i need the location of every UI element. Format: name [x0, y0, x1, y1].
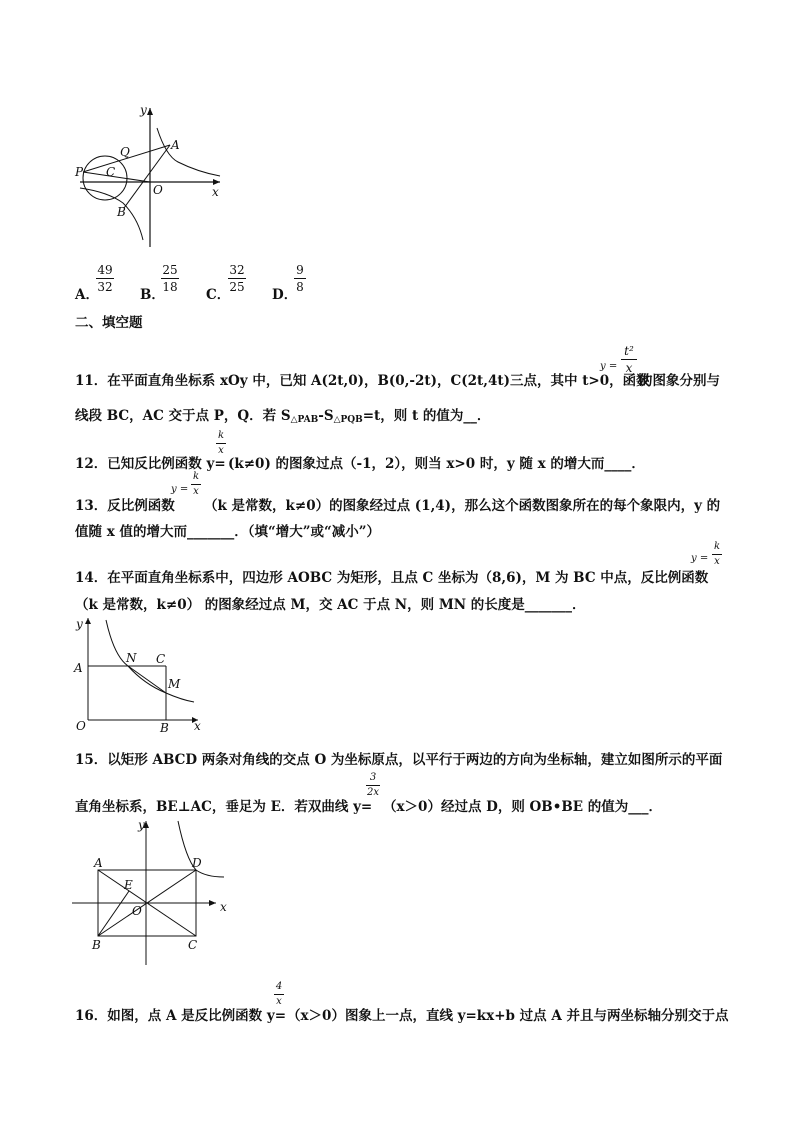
label-b: B: [117, 205, 126, 219]
option-c-label: C．: [206, 287, 231, 303]
q11-line2-c: =t，则 t 的值为__．: [362, 408, 491, 424]
q13-frac-lhs: y =: [171, 484, 189, 495]
q11-frac-den: x: [625, 361, 633, 375]
segment-ab: [124, 145, 170, 208]
label-b: B: [92, 938, 101, 952]
y-axis-arrow: [85, 618, 91, 624]
q15-line2-a: 直角坐标系，BE⊥AC，垂足为 E．若双曲线 y=: [75, 799, 373, 815]
label-c: C: [106, 165, 116, 179]
figure-q15: [68, 815, 238, 970]
label-c: C: [188, 938, 198, 952]
q15-fraction: [366, 773, 380, 798]
label-c: C: [156, 652, 166, 666]
q14-fraction: [712, 542, 722, 567]
label-o: O: [153, 183, 163, 197]
option-a-den: 32: [97, 280, 113, 294]
q14-frac-den: x: [714, 556, 720, 567]
q16-text-a: 16．如图，点 A 是反比例函数 y=: [75, 1008, 287, 1024]
hyperbola-branch-1: [157, 128, 220, 176]
q12-text-b: (k≠0) 的图象过点（-1，2），则当 x>0 时，y 随 x 的增大而____．: [228, 456, 645, 472]
q13-frac-den: x: [193, 486, 199, 497]
q14-line2: （k 是常数，k≠0） 的图象经过点 M，交 AC 于点 N，则 MN 的长度是_______．: [75, 597, 586, 613]
option-a-label: A．: [75, 287, 99, 303]
q15-line1: 15．以矩形 ABCD 两条对角线的交点 O 为坐标原点，以平行于两边的方向为坐标轴，建立如图所示的平面: [75, 752, 723, 768]
q12-fraction: [216, 431, 226, 456]
q14-frac-lhs: y =: [691, 553, 709, 564]
q13-text-b: （k 是常数，k≠0）的图象经过点 (1,4)，那么这个函数图象所在的每个象限内，y 的: [204, 498, 721, 514]
label-x: x: [212, 185, 219, 199]
label-y: y: [138, 818, 145, 832]
q16-frac-den: x: [276, 996, 282, 1007]
segment-be: [98, 891, 129, 936]
figure-q10: [60, 100, 240, 260]
q13-frac-num: k: [192, 471, 200, 482]
q16-text-b: （x＞0）图象上一点，直线 y=kx+b 过点 A 并且与两坐标轴分别交于点: [287, 1008, 729, 1024]
option-d-den: 8: [296, 280, 304, 294]
q12-text-a: 12．已知反比例函数 y=: [75, 456, 226, 472]
option-c-fraction: [228, 264, 246, 293]
label-q: Q: [120, 145, 130, 159]
q12-frac-num: k: [217, 430, 225, 441]
option-d-num: 9: [296, 263, 304, 277]
option-c-num: 32: [229, 263, 245, 277]
y-axis-arrow: [147, 108, 153, 115]
q16-fraction: [274, 982, 284, 1007]
option-a-fraction: [96, 264, 114, 293]
q11-fraction: [621, 345, 637, 374]
option-c-den: 25: [229, 280, 245, 294]
q15-line2-b: （x＞0）经过点 D，则 OB•BE 的值为___．: [383, 799, 662, 815]
q12-frac-den: x: [218, 445, 224, 456]
section-title: 二、填空题: [75, 315, 143, 331]
option-a-num: 49: [97, 263, 113, 277]
option-b-label: B．: [140, 287, 165, 303]
segment-nm: [128, 666, 166, 693]
q11-sub2: △PQB: [333, 415, 363, 425]
q11-line1-a: 11．在平面直角坐标系 xOy 中，已知 A(2t,0)，B(0,-2t)，C(2t,4t)三点，其中 t>0，函数: [75, 373, 650, 389]
q11-line2: [75, 404, 490, 425]
label-x: x: [220, 900, 227, 914]
q11-line2-a: 线段 BC，AC 交于点 P，Q．若 S: [75, 408, 291, 424]
q11-line2-b: -S: [318, 408, 334, 424]
option-d-label: D．: [272, 287, 298, 303]
option-b-num: 25: [162, 263, 178, 277]
label-a: A: [74, 661, 83, 675]
label-e: E: [124, 878, 133, 892]
q15-frac-num: 3: [369, 772, 377, 783]
label-a: A: [171, 138, 180, 152]
q15-frac-den: 2x: [366, 787, 379, 798]
figure-q14: [70, 612, 210, 737]
label-d: D: [192, 856, 202, 870]
option-c[interactable]: [206, 283, 230, 303]
label-m: M: [168, 677, 181, 691]
x-axis-arrow: [209, 900, 216, 906]
hyperbola: [106, 620, 194, 702]
q11-frac-num: t²: [624, 344, 634, 358]
label-y: y: [140, 103, 147, 117]
option-b-den: 18: [162, 280, 178, 294]
label-a: A: [94, 856, 103, 870]
q11-sub1: △PAB: [290, 415, 319, 425]
q14-line1: 14．在平面直角坐标系中，四边形 AOBC 为矩形，且点 C 坐标为（8,6)，M 为 BC 中点，反比例函数: [75, 570, 709, 586]
segment-pb: [83, 172, 150, 182]
hyperbola-branch-3: [80, 188, 143, 240]
option-d-fraction: [294, 264, 306, 293]
label-n: N: [126, 651, 137, 665]
label-o: O: [76, 719, 86, 733]
label-p: P: [75, 165, 84, 179]
q16-frac-num: 4: [275, 981, 283, 992]
label-b: B: [160, 721, 169, 735]
q11-frac-lhs: y =: [600, 361, 618, 372]
label-x: x: [194, 719, 201, 733]
q13-text-a: 13．反比例函数: [75, 498, 175, 514]
label-y: y: [76, 617, 83, 631]
q11-line1-b: 的图象分别与: [639, 373, 720, 389]
q14-frac-num: k: [713, 541, 721, 552]
q13-fraction: [191, 472, 201, 497]
label-o: O: [132, 904, 142, 918]
q13-line2: 值随 x 值的增大而_______．（填“增大”或“减小”）: [75, 524, 381, 540]
option-b-fraction: [161, 264, 179, 293]
